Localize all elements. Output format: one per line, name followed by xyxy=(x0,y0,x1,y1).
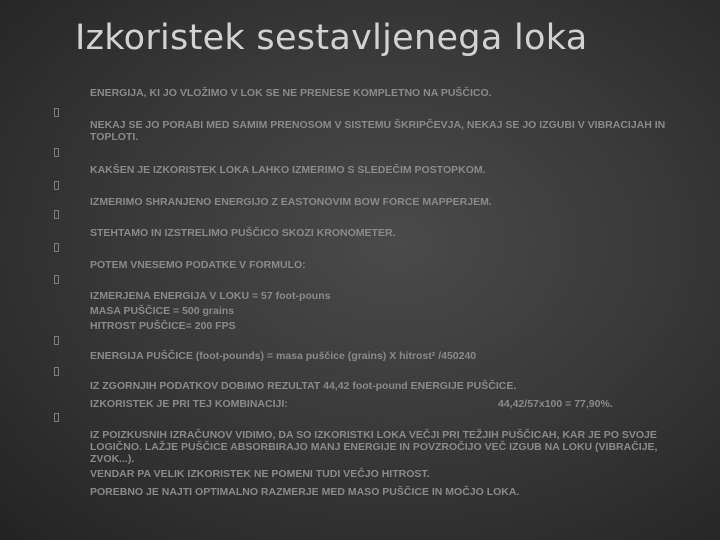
bullet-text: MASA PUŠČICE = 500 grains xyxy=(90,305,235,317)
bullet-marker-icon xyxy=(54,210,59,219)
bullet-text: NEKAJ SE JO PORABI MED SAMIM PRENOSOM V SISTEMU ŠKRIPČEVJA, NEKAJ SE JO IZGUBI V VIBRACIJAH IN TOPLOTI. xyxy=(90,119,666,143)
slide-title: Izkoristek sestavljenega loka xyxy=(75,18,588,58)
result-row xyxy=(90,398,700,410)
bullet-marker-icon xyxy=(54,336,59,345)
bullet-marker-icon xyxy=(54,148,59,157)
bullet-text: ENERGIJA, KI JO VLOŽIMO V LOK SE NE PRENESE KOMPLETNO NA PUŠČICO. xyxy=(90,87,492,99)
bullet-text: IZMERJENA ENERGIJA V LOKU = 57 foot-pouns xyxy=(90,290,331,302)
conclusion-text: IZ POIZKUSNIH IZRAČUNOV VIDIMO, DA SO IZKORISTKI LOKA VEČJI PRI TEŽJIH PUŠČICAH, KAR JE PO SVOJE LOGIČNO. LAŽJE PUŠČICE ABSORBIRAJO MANJ ENERGIJE IN POVZROČIJO VEČ IZGUB NA LOKU (VIBRAČIJE, ZVOK...). xyxy=(90,429,658,465)
bullet-marker-icon xyxy=(54,108,59,117)
bullet-marker-icon xyxy=(54,367,59,376)
bullet-marker-icon xyxy=(54,413,59,422)
bullet-text: STEHTAMO IN IZSTRELIMO PUŠČICO SKOZI KRONOMETER. xyxy=(90,227,396,239)
bullet-marker-icon xyxy=(54,275,59,284)
formula-text: ENERGIJA PUŠČICE (foot-pounds) = masa puščice (grains) X hitrost² /450240 xyxy=(90,350,477,362)
bullet-text: KAKŠEN JE IZKORISTEK LOKA LAHKO IZMERIMO S SLEDEČIM POSTOPKOM. xyxy=(90,164,486,176)
efficiency-value: 44,42/57x100 = 77,90%. xyxy=(498,398,613,410)
bullet-text: IZMERIMO SHRANJENO ENERGIJO Z EASTONOVIM BOW FORCE MAPPERJEM. xyxy=(90,196,492,208)
bullet-marker-icon xyxy=(54,243,59,252)
conclusion-text: POREBNO JE NAJTI OPTIMALNO RAZMERJE MED MASO PUŠČICE IN MOČJO LOKA. xyxy=(90,486,520,498)
bullet-text: IZ ZGORNJIH PODATKOV DOBIMO REZULTAT 44,42 foot-pound ENERGIJE PUŠČICE. xyxy=(90,380,517,392)
bullet-text: HITROST PUŠČICE= 200 FPS xyxy=(90,320,236,332)
efficiency-label: IZKORISTEK JE PRI TEJ KOMBINACIJI: xyxy=(90,398,288,410)
conclusion-text: VENDAR PA VELIK IZKORISTEK NE POMENI TUDI VEČJO HITROST. xyxy=(90,468,430,480)
bullet-text: POTEM VNESEMO PODATKE V FORMULO: xyxy=(90,259,306,271)
bullet-marker-icon xyxy=(54,181,59,190)
